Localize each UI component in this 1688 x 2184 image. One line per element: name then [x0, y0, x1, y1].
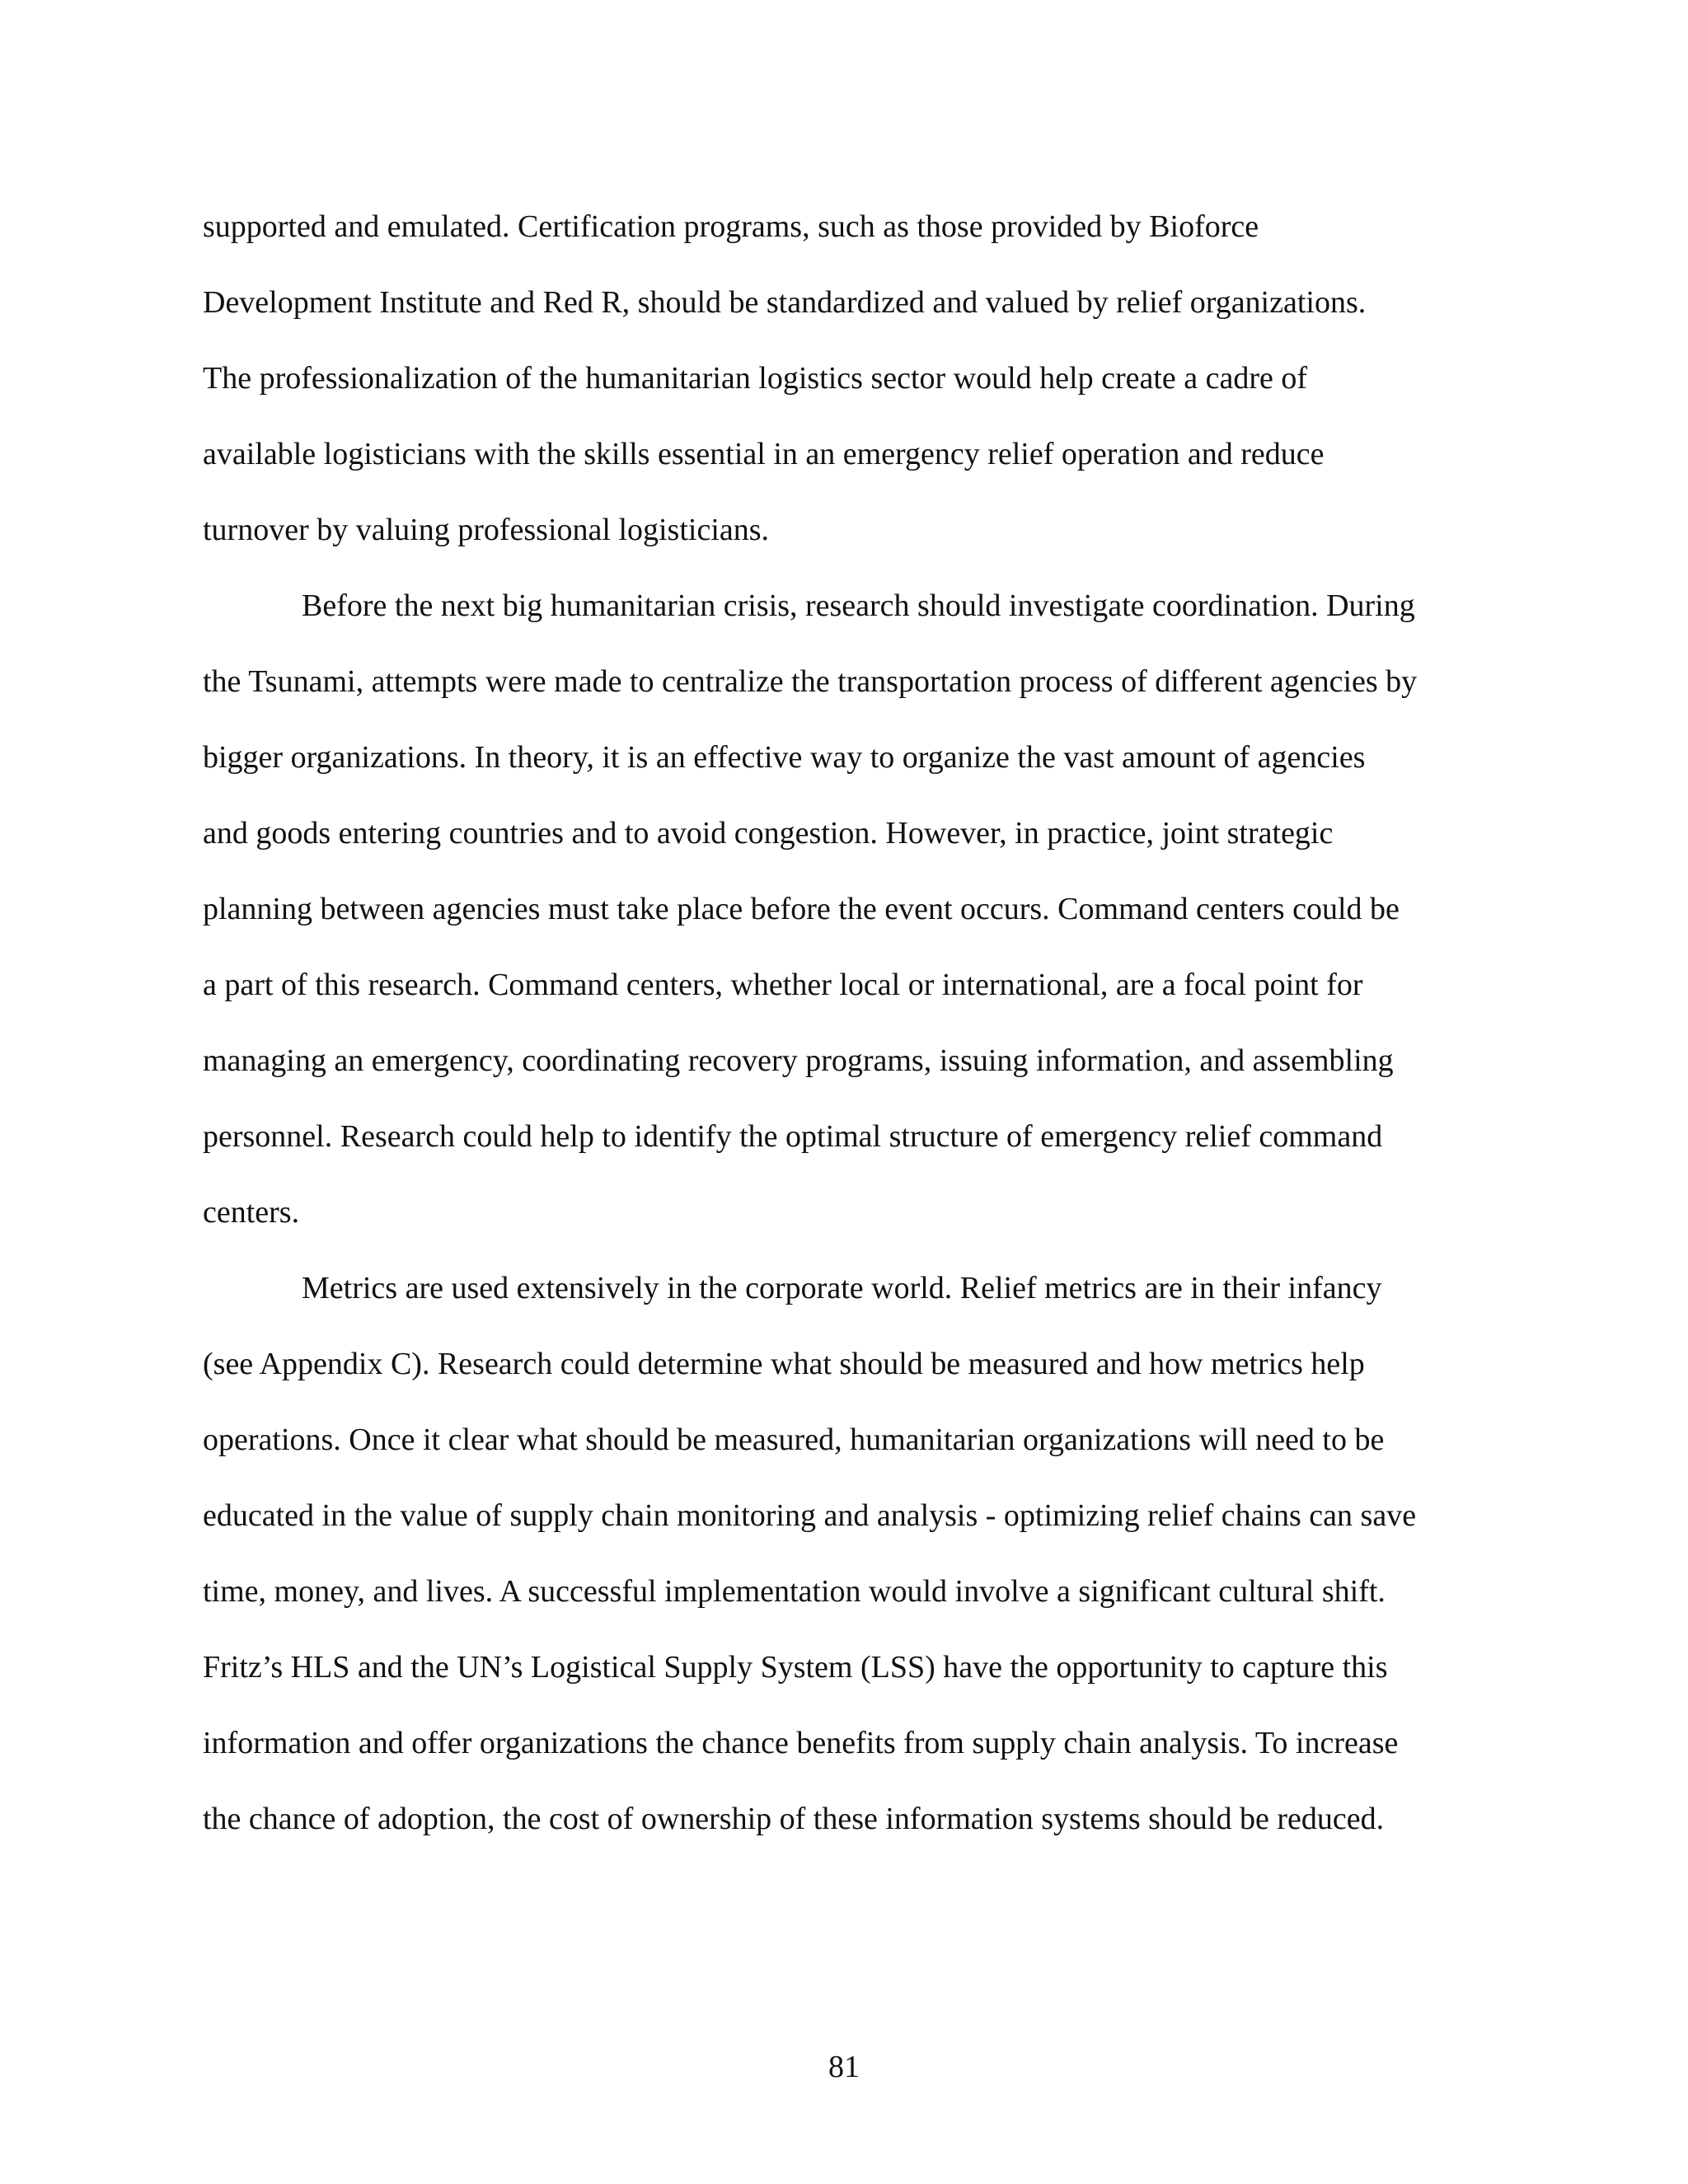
text-line: turnover by valuing professional logisticians. — [203, 513, 770, 547]
text-line: operations. Once it clear what should be measured, humanitarian organizations will need to be — [203, 1422, 1385, 1457]
text-line: educated in the value of supply chain monitoring and analysis - optimizing relief chains can save — [203, 1498, 1417, 1533]
text-line: planning between agencies must take place before the event occurs. Command centers could be — [203, 892, 1400, 926]
text-line: information and offer organizations the chance benefits from supply chain analysis. To increase — [203, 1726, 1399, 1760]
text-line: supported and emulated. Certification programs, such as those provided by Bioforce — [203, 209, 1259, 244]
text-line: centers. — [203, 1195, 300, 1230]
text-line: the Tsunami, attempts were made to centralize the transportation process of different agencies by — [203, 664, 1418, 699]
text-line: time, money, and lives. A successful implementation would involve a significant cultural shift. — [203, 1574, 1386, 1609]
text-line: Fritz’s HLS and the UN’s Logistical Supply System (LSS) have the opportunity to capture this — [203, 1650, 1388, 1685]
paragraph-start-line: Before the next big humanitarian crisis, research should investigate coordination. During — [302, 588, 1415, 623]
text-line: and goods entering countries and to avoid congestion. However, in practice, joint strategic — [203, 816, 1334, 851]
paragraph-start-line: Metrics are used extensively in the corporate world. Relief metrics are in their infancy — [302, 1271, 1382, 1305]
text-line: The professionalization of the humanitarian logistics sector would help create a cadre of — [203, 361, 1308, 396]
text-line: personnel. Research could help to identify the optimal structure of emergency relief command — [203, 1119, 1383, 1154]
page-number: 81 — [828, 2050, 860, 2084]
body-text — [203, 202, 1489, 1870]
text-line: managing an emergency, coordinating recovery programs, issuing information, and assembling — [203, 1043, 1394, 1078]
text-line: (see Appendix C). Research could determine what should be measured and how metrics help — [203, 1347, 1365, 1381]
text-line: Development Institute and Red R, should be standardized and valued by relief organizations. — [203, 285, 1367, 320]
text-line: available logisticians with the skills essential in an emergency relief operation and reduce — [203, 437, 1325, 471]
text-line: the chance of adoption, the cost of ownership of these information systems should be reduced. — [203, 1802, 1385, 1836]
text-line: a part of this research. Command centers, whether local or international, are a focal point for — [203, 968, 1363, 1002]
text-line: bigger organizations. In theory, it is an effective way to organize the vast amount of agencies — [203, 740, 1366, 775]
